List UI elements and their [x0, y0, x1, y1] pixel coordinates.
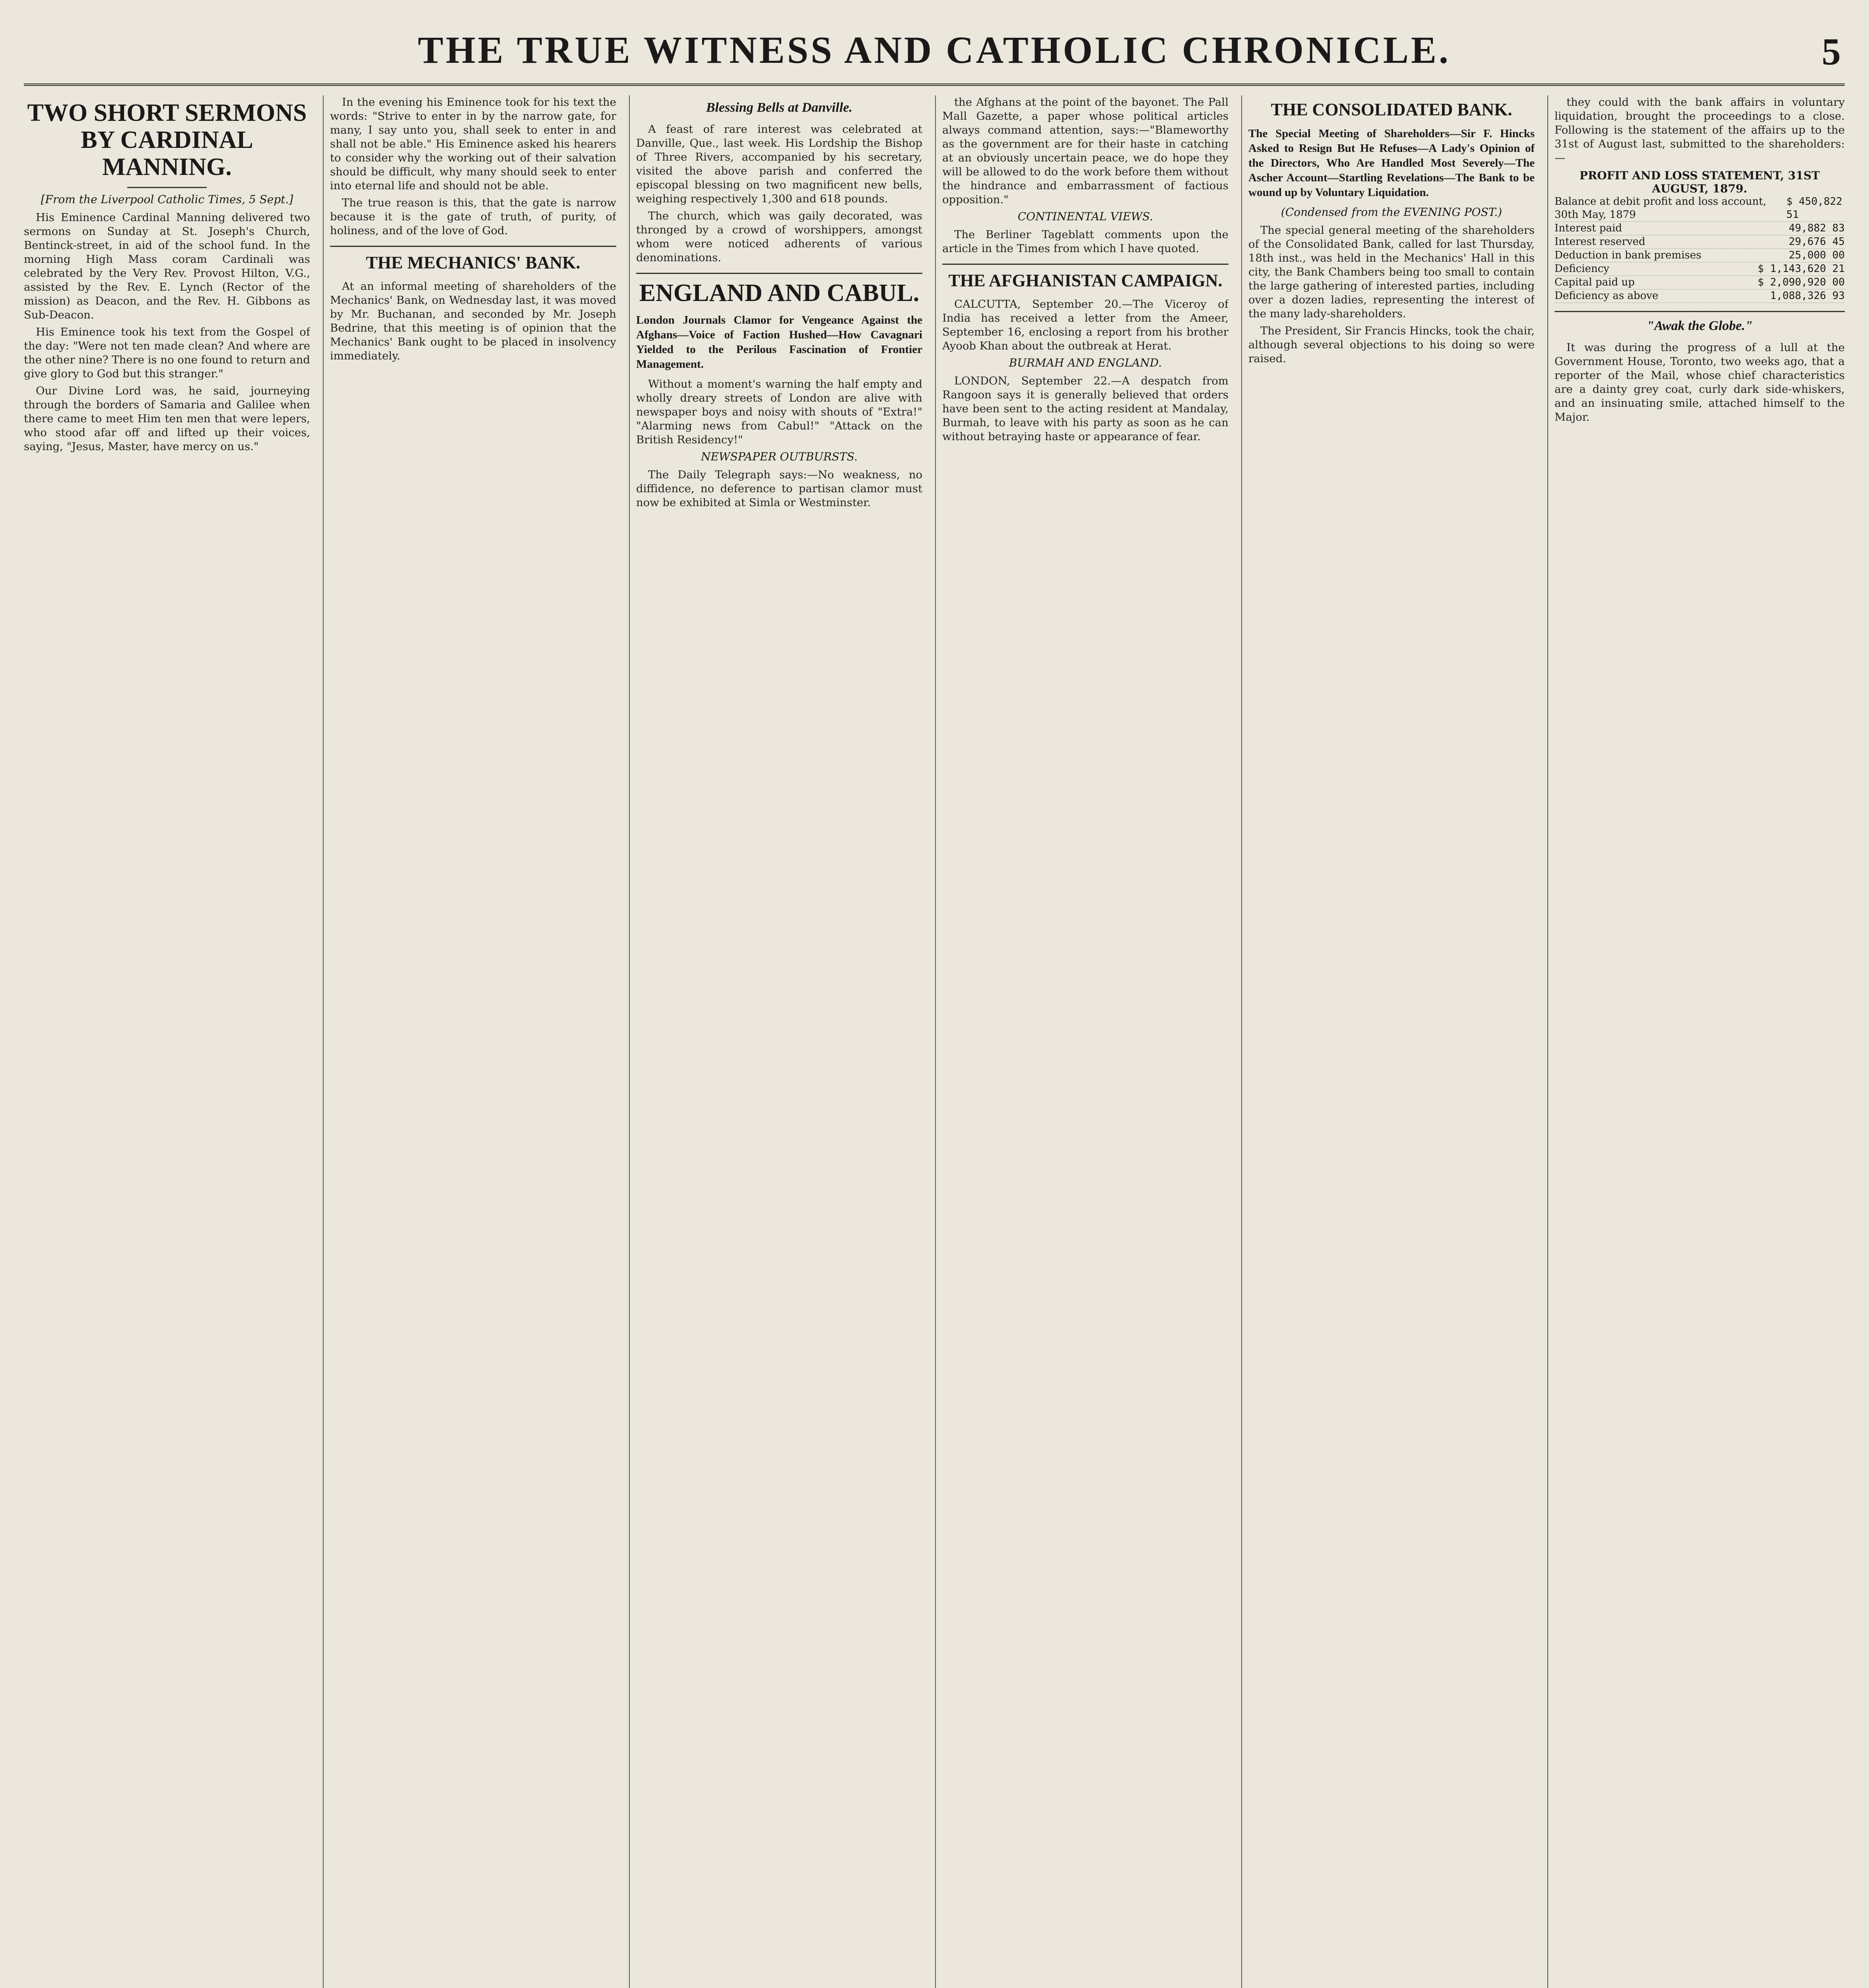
article-paragraph: The church, which was gaily decorated, was thronged by a crowd of worshippers, amongst whom were noticed adherents of various denominations.	[636, 210, 922, 264]
statement-row: Balance at debit profit and loss account, 30th May, 1879 $ 450,822 51	[1555, 195, 1845, 222]
article-paragraph: The special general meeting of the shareholders of the Consolidated Bank, called for last Thursday, 18th inst., was held in the Mechanics' Hall in this city, the Bank Chambers being too small to contain the large gathering of interested parties, including over a dozen ladies, representing the interest of the many lady-shareholders.	[1248, 224, 1535, 320]
statement-row: Deficiency as above 1,088,326 93	[1555, 289, 1845, 303]
headline-mechanics-bank: THE MECHANICS' BANK.	[366, 253, 580, 272]
financial-statement	[1555, 169, 1845, 303]
article-paragraph: LONDON, September 22.—A despatch from Rangoon says it is generally believed that orders have been sent to the acting resident at Mandalay, Burmah, to leave with his party as soon as he can without betraying haste or appearance of fear.	[942, 375, 1229, 443]
article-paragraph: The President, Sir Francis Hincks, took the chair, although several objections to his doing so were raised.	[1248, 324, 1535, 365]
headline-afghanistan-campaign: THE AFGHANISTAN CAMPAIGN.	[948, 271, 1223, 290]
statement-row: Deduction in bank premises 25,000 00	[1555, 249, 1845, 262]
subhead: CONTINENTAL VIEWS.	[1017, 210, 1153, 223]
headline-england-cabul: ENGLAND AND CABUL.	[639, 280, 920, 307]
column-rule	[323, 95, 324, 1988]
article-deck: London Journals Clamor for Vengeance Against the Afghans—Voice of Faction Hushed—How Cavagnari Yielded to the Perilous Fascination of Frontier Management.	[636, 314, 922, 371]
page-number: 5	[1822, 30, 1841, 73]
article-deck: The Special Meeting of Shareholders—Sir F. Hincks Asked to Resign But He Refuses—A Lady's Opinion of the Directors, Who Are Handled Most Severely—The Ascher Account—Startling Revelations—The Bank to be wound up by Voluntary Liquidation.	[1248, 127, 1535, 199]
statement-title: PROFIT AND LOSS STATEMENT, 31ST AUGUST, 1879.	[1579, 169, 1820, 195]
article-paragraph: Without a moment's warning the half empty and wholly dreary streets of London are alive with newspaper boys and noisy with shouts of "Extra!" "Alarming news from Cabul!" "Attack on the British Residency!"	[636, 378, 922, 446]
headline-cardinal-manning: TWO SHORT SERMONS BY CARDINAL MANNING.	[27, 99, 307, 181]
article-paragraph: The Daily Telegraph says:—No weakness, no diffidence, no deference to partisan clamor must now be exhibited at Simla or Westminster.	[636, 468, 922, 509]
column-rule	[935, 95, 936, 1988]
column-rule	[1547, 95, 1548, 1988]
headline-awak-the-globe: "Awak the Globe."	[1646, 318, 1753, 333]
byline: (Condensed from the EVENING POST.)	[1281, 206, 1502, 219]
section-divider	[942, 264, 1229, 265]
article-paragraph: CALCUTTA, September 20.—The Viceroy of India has received a letter from the Ameer, September 16, enclosing a report from his brother Ayoob Khan about the outbreak at Herat.	[942, 298, 1229, 352]
subhead: NEWSPAPER OUTBURSTS.	[701, 450, 858, 463]
article-paragraph: In the evening his Eminence took for his text the words: "Strive to enter in by the narrow gate, for many, I say unto you, shall seek to enter in and shall not be able." His Eminence asked his hearers to consider why the working out of their salvation should be difficult, why many should seek to enter into eternal life and should not be able.	[330, 96, 616, 192]
statement-row: Interest reserved 29,676 45	[1555, 235, 1845, 249]
column-1	[24, 95, 310, 1988]
column-3	[636, 95, 922, 1988]
column-6	[1555, 95, 1845, 1988]
column-rule	[629, 95, 630, 1988]
article-paragraph: Our Divine Lord was, he said, journeying through the borders of Samaria and Galilee when there came to meet Him ten men that were lepers, who stood afar off and lifted up their voices, saying, "Jesus, Master, have mercy on us."	[24, 384, 310, 453]
article-paragraph: His Eminence Cardinal Manning delivered two sermons on Sunday at St. Joseph's Church, Bentinck-street, in aid of the school fund. In the morning High Mass coram Cardinali was celebrated by the Very Rev. Provost Hilton, V.G., assisted by the Rev. E. Lynch (Rector of the mission) as Deacon, and the Rev. H. Gibbons as Sub-Deacon.	[24, 211, 310, 321]
statement-row: Interest paid 49,882 83	[1555, 222, 1845, 235]
byline: [From the Liverpool Catholic Times, 5 Sept.]	[41, 193, 293, 206]
column-2	[330, 95, 616, 1988]
headline-danville: Blessing Bells at Danville.	[706, 100, 853, 115]
masthead	[24, 24, 1845, 86]
masthead-title: THE TRUE WITNESS AND CATHOLIC CHRONICLE.	[418, 29, 1451, 71]
divider	[127, 187, 207, 188]
column-4	[942, 95, 1229, 1988]
article-paragraph: The true reason is this, that the gate is narrow because it is the gate of truth, of purity, of holiness, and of the love of God.	[330, 196, 616, 237]
article-paragraph: His Eminence took his text from the Gospel of the day: "Were not ten made clean? And where are the other nine? There is no one found to return and give glory to God but this stranger."	[24, 326, 310, 380]
article-paragraph: they could with the bank affairs in voluntary liquidation, brought the proceedings to a close. Following is the statement of the affairs up to the 31st of August last, submitted to the shareholders:—	[1555, 96, 1845, 164]
columns	[24, 95, 1845, 1988]
statement-row: Deficiency $ 1,143,620 21	[1555, 262, 1845, 276]
article-paragraph: the Afghans at the point of the bayonet. The Pall Mall Gazette, a paper whose political articles always command attention, says:—"Blameworthy as the government are for their haste in catching at an obviously uncertain peace, we do hope they will be allowed to do the work before them without the hindrance and embarrassment of factious opposition."	[942, 96, 1229, 206]
statement-row: Capital paid up $ 2,090,920 00	[1555, 276, 1845, 289]
column-rule	[1241, 95, 1242, 1988]
section-divider	[636, 273, 922, 274]
article-paragraph: The Berliner Tageblatt comments upon the article in the Times from which I have quoted.	[942, 228, 1229, 255]
column-5	[1248, 95, 1535, 1988]
article-paragraph: At an informal meeting of shareholders of the Mechanics' Bank, on Wednesday last, it was moved by Mr. Buchanan, and seconded by Mr. Joseph Bedrine, that this meeting is of opinion that the Mechanics' Bank ought to be placed in insolvency immediately.	[330, 280, 616, 362]
section-divider	[330, 246, 616, 247]
article-paragraph: A feast of rare interest was celebrated at Danville, Que., last week. His Lordship the Bishop of Three Rivers, accompanied by his secretary, visited the above parish and conferred the episcopal blessing on two magnificent new bells, weighing respectively 1,300 and 618 pounds.	[636, 123, 922, 205]
article-paragraph: It was during the progress of a lull at the Government House, Toronto, two weeks ago, that a reporter of the Mail, whose chief characteristics are a dainty grey coat, curly dark side-whiskers, and an insinuating smile, attached himself to the Major.	[1555, 341, 1845, 423]
subhead: BURMAH AND ENGLAND.	[1009, 356, 1162, 369]
headline-consolidated-bank: THE CONSOLIDATED BANK.	[1271, 100, 1512, 119]
section-divider	[1555, 311, 1845, 312]
